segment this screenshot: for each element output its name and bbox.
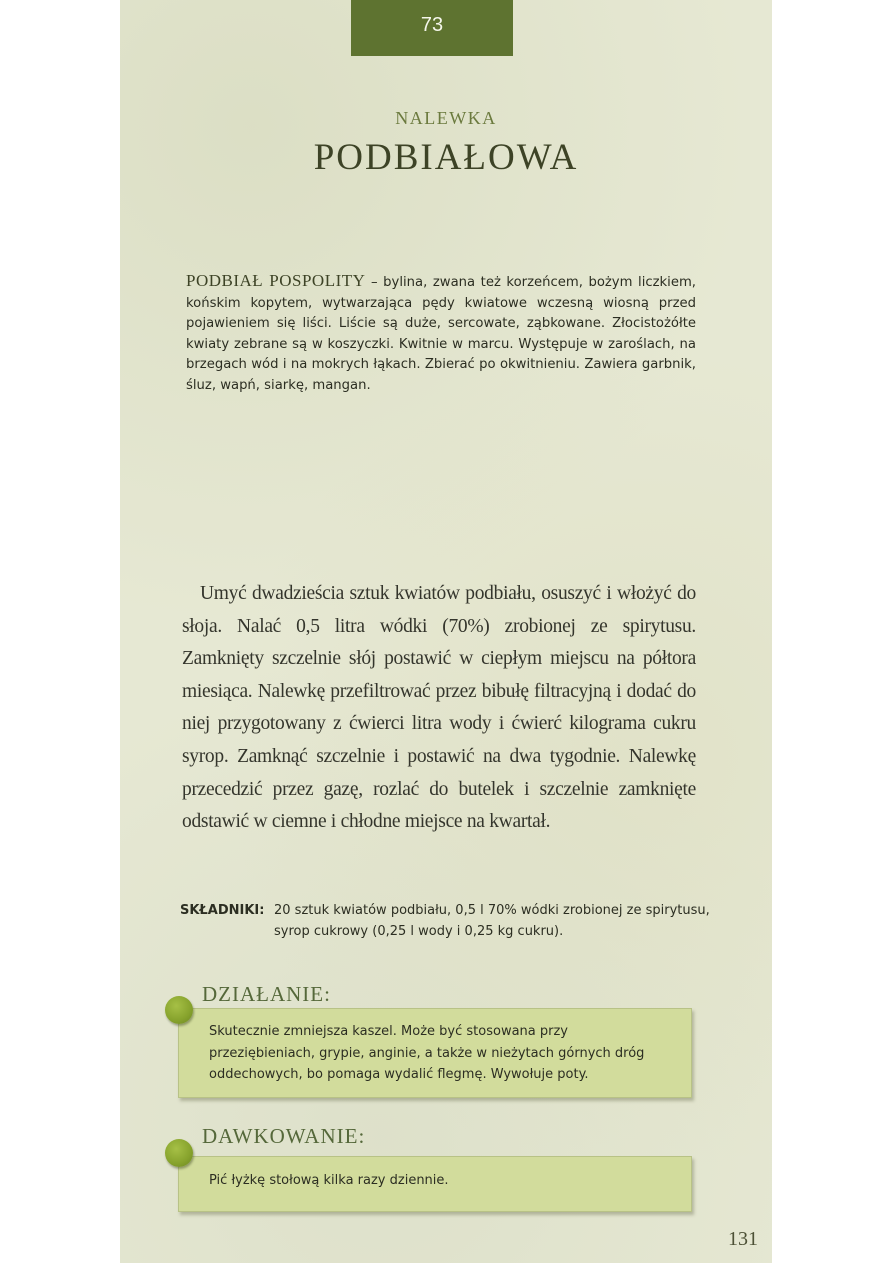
ingredients-value: 20 sztuk kwiatów podbiału, 0,5 l 70% wódki zrobionej ze spirytusu, syrop cukrowy (0,25 l wody i 0,25 kg cukru). [274,903,710,939]
section-box-action [178,1008,692,1098]
recipe-number: 73 [420,14,444,36]
plant-description-text: – bylina, zwana też korzeńcem, bożym liczkiem, końskim kopytem, wytwarzająca pędy kwiatowe wczesną wiosną przed pojawieniem się liści. Liście są duże, sercowate, ząbkowane. Złocistożółte kwiaty zebrane są w koszyczki. Kwitnie w marcu. Występuje w zaroślach, na brzegach wód i na mokrych łąkach. Zbierać po okwitnieniu. Zawiera garbnik, śluz, wapń, siarkę, mangan. [186,275,696,393]
book-page [120,0,772,1263]
page-number: 131 [728,1228,758,1250]
section-box-dosage [178,1156,692,1212]
page-title: PODBIAŁOWA [313,137,579,178]
title-subtitle: NALEWKA [395,108,497,128]
section-text-action: Skutecznie zmniejsza kaszel. Może być stosowana przy przeziębieniach, grypie, anginie, a także w nieżytach górnych dróg oddechowych, bo pomaga wydalić flegmę. Wywołuje poty. [209,1024,645,1082]
ingredients-label: SKŁADNIKI: [180,903,265,918]
section-heading-dosage: DAWKOWANIE: [202,1124,366,1148]
section-text-dosage: Pić łyżkę stołową kilka razy dziennie. [209,1173,449,1188]
green-bullet-icon [165,996,193,1024]
plant-description [186,271,696,397]
section-heading-action: DZIAŁANIE: [202,982,331,1006]
plant-name: PODBIAŁ POSPOLITY [186,271,366,290]
ingredients [180,900,740,942]
recipe-number-tab [351,0,513,56]
recipe-instructions: Umyć dwadzieścia sztuk kwiatów podbiału, osuszyć i włożyć do słoja. Nalać 0,5 litra wódki (70%) zrobionej ze spirytusu. Zamknięty szczelnie słój postawić w ciepłym miejscu na półtora miesiąca. Nalewkę przefiltrować przez bibułę filtracyjną i dodać do niej przygotowany z ćwierci litra wody i ćwierć kilograma cukru syrop. Zamknąć szczelnie i postawić na dwa tygodnie. Nalewkę przecedzić przez gazę, rozlać do butelek i szczelnie zamknięte odstawić w ciemne i chłodne miejsce na kwartał. [182,583,696,833]
green-bullet-icon [165,1139,193,1167]
